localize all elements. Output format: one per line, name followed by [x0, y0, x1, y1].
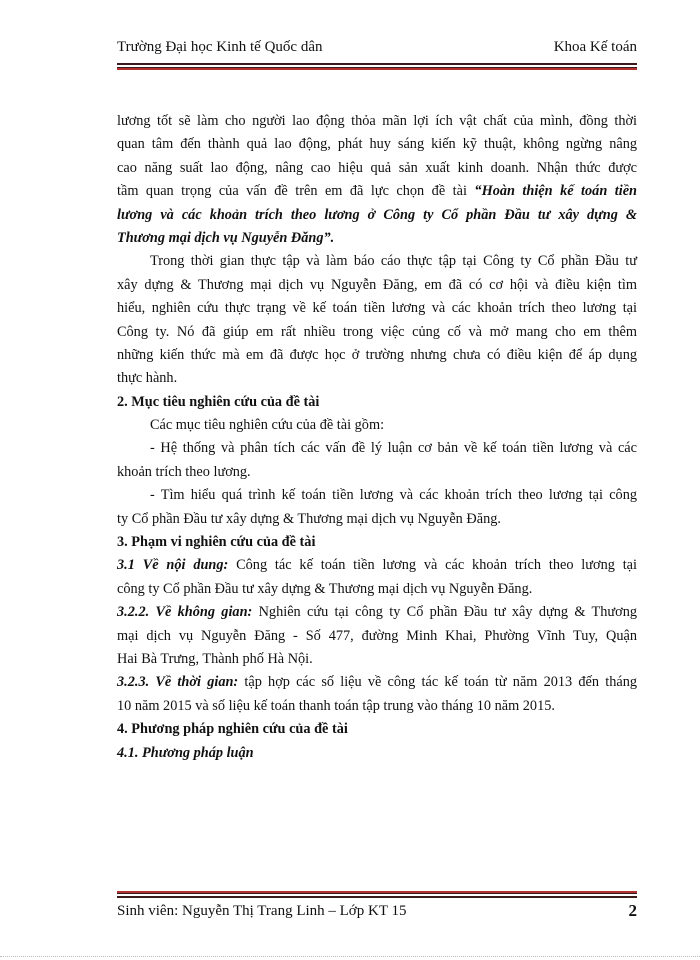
- text-line: cao năng suất lao động, nâng cao hiệu quả sản xuất kinh doanh. Nhận thức được: [117, 159, 637, 176]
- text-line: công ty Cổ phần Đầu tư xây dựng & Thương mại dịch vụ Nguyễn Đăng.: [117, 580, 533, 597]
- section-heading-3: 3. Phạm vi nghiên cứu của đề tài: [117, 534, 316, 551]
- text-line: quan tâm đến thành quả lao động, phát huy sáng kiến kỹ thuật, không ngừng nâng: [117, 136, 637, 153]
- subsection-heading-4-1: 4.1. Phương pháp luận: [117, 744, 254, 761]
- footer-student: Sinh viên: Nguyễn Thị Trang Linh – Lớp KT 15: [117, 903, 407, 919]
- subsection-label: 3.1 Về nội dung:: [117, 557, 229, 574]
- text-line: Trong thời gian thực tập và làm báo cáo thực tập tại Công ty Cổ phần Đầu tư: [150, 253, 637, 270]
- text-line: những kiến thức mà em đã được học ở trường nhưng chưa có điều kiện để áp dụng: [117, 346, 637, 363]
- footer-rule: [117, 893, 637, 898]
- text-run: tập hợp các số liệu về công tác kế toán từ năm 2013 đến tháng: [238, 674, 637, 691]
- page-edge-divider: [0, 956, 700, 957]
- subsection-label: 3.2.2. Về không gian:: [117, 604, 253, 621]
- text-line: lương tốt sẽ làm cho người lao động thỏa mãn lợi ích vật chất của mình, đồng thời: [117, 113, 637, 129]
- thesis-title: lương và các khoản trích theo lương ở Công ty Cổ phần Đầu tư xây dựng &: [117, 206, 637, 223]
- page-header: [117, 39, 637, 59]
- page-footer: [117, 903, 637, 920]
- subsection-label: 3.2.3. Về thời gian:: [117, 674, 239, 691]
- thesis-title-end: Thương mại dịch vụ Nguyễn Đăng”.: [117, 229, 335, 246]
- text-line: mại dịch vụ Nguyễn Đăng - Số 477, đường Minh Khai, Phường Vĩnh Tuy, Quận: [117, 627, 637, 644]
- text-line: [117, 554, 637, 577]
- text-line: khoản trích theo lương.: [117, 463, 251, 480]
- text-line: [117, 180, 637, 203]
- thesis-title-start: “Hoàn thiện kế toán tiền: [474, 183, 637, 200]
- text-line: Công ty. Nó đã giúp em rất nhiều trong việc củng cố và mở mang cho em thêm: [117, 323, 637, 340]
- page-number: 2: [628, 901, 637, 920]
- text-line: Các mục tiêu nghiên cứu của đề tài gồm:: [150, 417, 385, 434]
- text-run: Nghiên cứu tại công ty Cổ phần Đầu tư xây dựng & Thương: [252, 604, 637, 621]
- text-line: 10 năm 2015 và số liệu kế toán thanh toán tập trung vào tháng 10 năm 2015.: [117, 697, 555, 714]
- text-line: ty Cổ phần Đầu tư xây dựng & Thương mại dịch vụ Nguyễn Đăng.: [117, 510, 501, 527]
- section-heading-4: 4. Phương pháp nghiên cứu của đề tài: [117, 721, 348, 738]
- text-line: thực hành.: [117, 370, 178, 387]
- text-run: tầm quan trọng của vấn đề trên em đã lực chọn đề tài: [117, 183, 475, 200]
- text-line: xây dựng & Thương mại dịch vụ Nguyễn Đăng, em đã có cơ hội và điều kiện tìm: [117, 276, 637, 293]
- text-line: Hai Bà Trưng, Thành phố Hà Nội.: [117, 650, 313, 667]
- text-line: [117, 671, 637, 694]
- text-line: hiểu, nghiên cứu thực trạng về kế toán tiền lương và các khoản trích theo lương tại: [117, 300, 637, 317]
- header-rule-accent: [117, 68, 637, 70]
- header-faculty: Khoa Kế toán: [553, 39, 637, 55]
- list-item: - Hệ thống và phân tích các vấn đề lý luận cơ bản về kế toán tiền lương và các: [150, 440, 637, 457]
- text-line: [117, 601, 637, 624]
- page-body: [117, 110, 637, 765]
- header-university: Trường Đại học Kinh tế Quốc dân: [117, 39, 323, 55]
- text-run: Công tác kế toán tiền lương và các khoản trích theo lương tại: [228, 557, 637, 574]
- section-heading-2: 2. Mục tiêu nghiên cứu của đề tài: [117, 393, 320, 410]
- list-item: - Tìm hiểu quá trình kế toán tiền lương và các khoản trích theo lương tại công: [150, 487, 637, 504]
